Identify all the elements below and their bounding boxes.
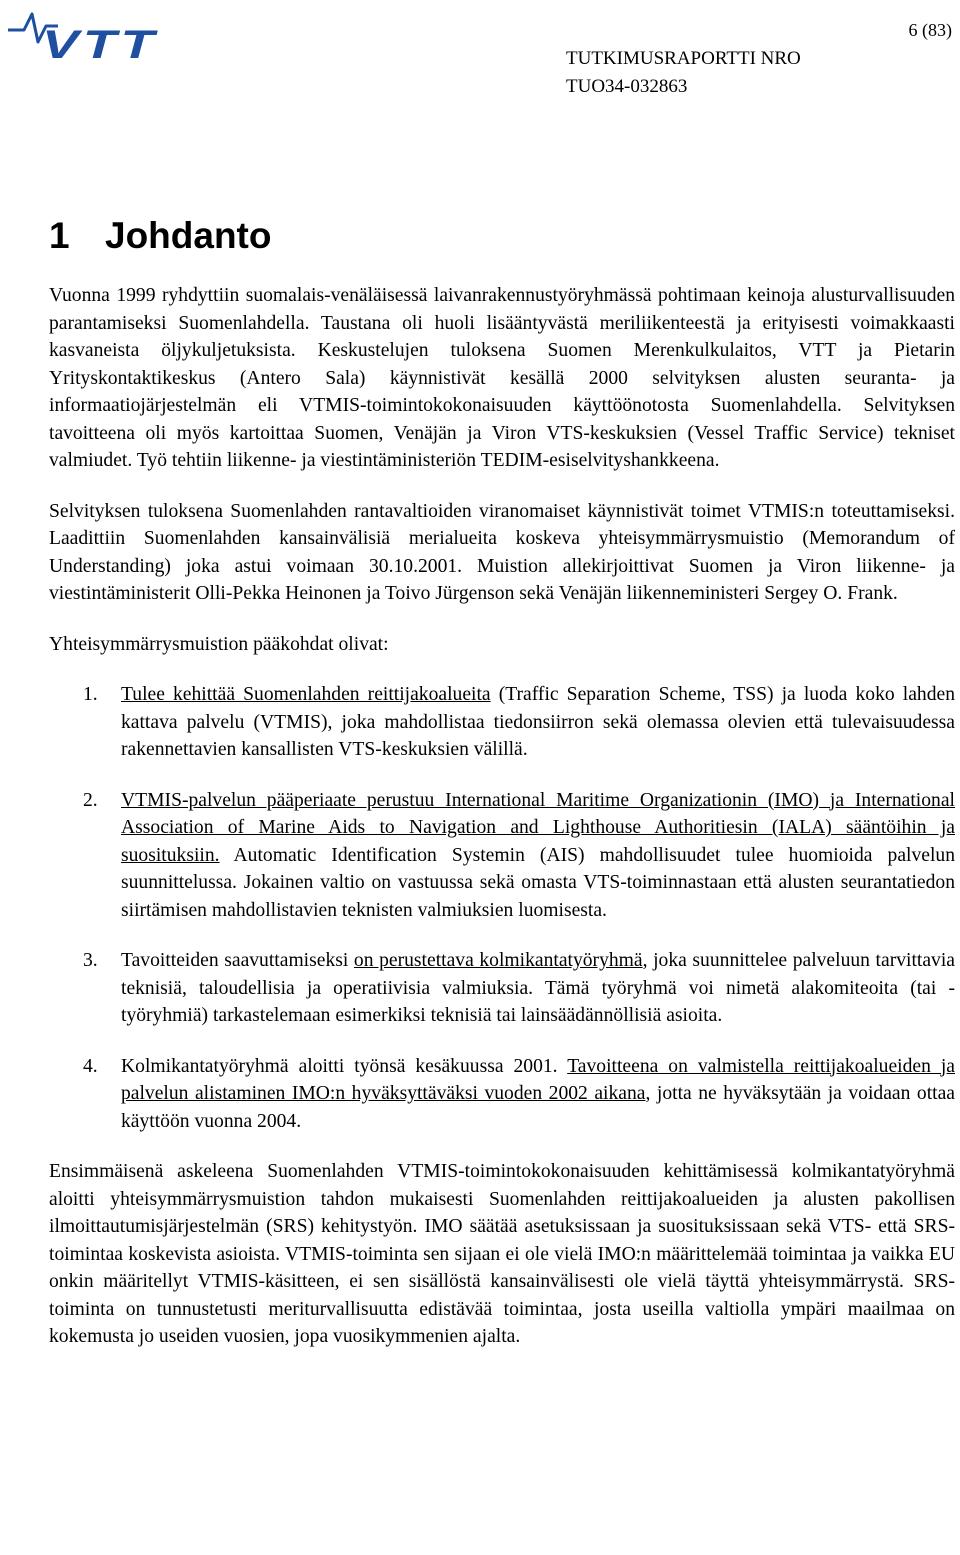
document-body: [49, 282, 955, 1374]
paragraph-first-step: Ensimmäisenä askeleena Suomenlahden VTMIS-toimintokokonaisuuden kehittämisessä kolmikantatyöryhmä aloitti yhteisymmärrysmuistion tahdon mukaisesti Suomenlahden reittijakoalueiden ja alusten pakollisen ilmoittautumisjärjestelmän (SRS) kehitystyön. IMO säätää asetuksissaan ja suosituksissaan sekä VTS- että SRS-toimintaa koskevista asioista. VTMIS-toiminta sen sijaan ei ole vielä IMO:n määrittelemää toimintaa ja vaikka EU onkin määritellyt VTMIS-käsitteen, ei sen sisällöstä kansainvälisesti ole vielä täyttä yhteisymmärrystä. SRS-toiminta on tunnustetusti meriturvallisuutta edistävää toimintaa, josta useilla valtiolla ympäri maailmaa on kokemusta jo useiden vuosien, jopa vuosikymmenien ajalta.: [49, 1161, 955, 1347]
section-title: Johdanto: [105, 215, 272, 256]
item-text: , joka suunnittelee palveluun tarvittavia teknisiä, taloudellisia ja operatiivisia valmiuksia. Tämä työryhmä voi nimetä alakomiteoita (tai -työryhmiä) tarkastelemaan esimerkiksi teknisiä tai lainsäädännöllisiä asioita.: [121, 950, 955, 1026]
list-number: 3.: [83, 950, 98, 971]
list-item: [49, 1053, 955, 1136]
paragraph-intro: Vuonna 1999 ryhdyttiin suomalais-venäläisessä laivanrakennustyöryhmässä pohtimaan keinoja alusturvallisuuden parantamiseksi Suomenlahdella. Taustana oli huoli lisääntyvästä meriliikenteestä ja erityisesti voimakkaasti kasvaneista öljykuljetuksista. Keskustelujen tuloksena Suomen Merenkulkulaitos, VTT ja Pietarin Yrityskontaktikeskus (Antero Sala) käynnistivät kesällä 2000 selvityksen alusten seuranta- ja informaatiojärjestelmän eli VTMIS-toimintokokonaisuuden käyttöönotosta Suomenlahdella. Selvityksen tavoitteena oli myös kartoittaa Suomen, Venäjän ja Viron VTS-keskuksien (Vessel Traffic Service) tekniset valmiudet. Työ tehtiin liikenne- ja viestintäministeriön TEDIM-esiselvityshankkeena.: [49, 285, 955, 471]
item-text: (Traffic Separation Scheme, TSS) ja luoda koko lahden kattava palvelu (VTMIS), joka mahdollistaa tiedonsiirron sekä olemassa olevien että tulevaisuudessa rakennettavien kansallisten VTS-keskuksien välillä.: [121, 684, 955, 760]
list-number: 1.: [83, 684, 98, 705]
list-item: [49, 681, 955, 764]
list-item: [49, 787, 955, 925]
list-number: 4.: [83, 1055, 98, 1077]
list-item: [49, 947, 955, 1030]
underlined-text: Tavoitteena on valmistella reittijakoalueiden ja palvelun alistaminen IMO:n hyväksyttäväksi vuoden 2002 aikana: [121, 1055, 955, 1104]
paragraph-mou: Selvityksen tuloksena Suomenlahden rantavaltioiden viranomaiset käynnistivät toimet VTMIS:n toteuttamiseksi. Laadittiin Suomenlahden kansainvälisiä merialueita koskeva yhteisymmärrysmuistio (Memorandum of Understanding) joka astui voimaan 30.10.2001. Muistion allekirjoittivat Suomen ja Viron liikenne- ja viestintäministerit Olli-Pekka Heinonen ja Toivo Jürgenson sekä Venäjän liikenneministeri Sergey O. Frank.: [49, 500, 955, 604]
underlined-text: on perustettava kolmikantatyöryhmä: [353, 950, 643, 971]
item-text: , jotta ne hyväksytään ja voidaan ottaa käyttöön vuonna 2004.: [121, 1083, 955, 1132]
vtt-logo: [6, 6, 162, 64]
logo-text: VTT: [42, 23, 159, 64]
paragraph-list-intro: Yhteisymmärrysmuistion pääkohdat olivat:: [49, 633, 389, 655]
section-heading: [49, 212, 271, 260]
underlined-text: VTMIS-palvelun pääperiaate perustuu International Maritime Organizationin (IMO) ja International Association of Marine Aids to Navigation and Lighthouse Authoritiesin (IALA) sääntöihin ja suosituksiin.: [121, 789, 955, 866]
section-number: 1: [49, 215, 70, 256]
report-id: [566, 45, 801, 101]
item-text-lead: Tavoitteiden saavuttamiseksi: [121, 950, 354, 971]
item-text: Automatic Identification Systemin (AIS) mahdollisuudet tulee huomioida palvelun suunnittelussa. Jokainen valtio on vastuussa sekä omasta VTS-toiminnastaan että alusten seurantatiedon siirtämisen mahdollistavien teknisten valmiuksien luomisesta.: [121, 844, 955, 921]
underlined-text: Tulee kehittää Suomenlahden reittijakoalueita: [121, 684, 491, 705]
page-number: 6 (83): [908, 20, 952, 40]
item-text-lead: Kolmikantatyöryhmä aloitti työnsä kesäkuussa 2001.: [121, 1055, 568, 1077]
list-number: 2.: [83, 789, 98, 811]
report-number: TUO34-032863: [566, 76, 688, 97]
report-title: TUTKIMUSRAPORTTI NRO: [566, 48, 801, 69]
mou-points-list: [49, 681, 955, 1135]
